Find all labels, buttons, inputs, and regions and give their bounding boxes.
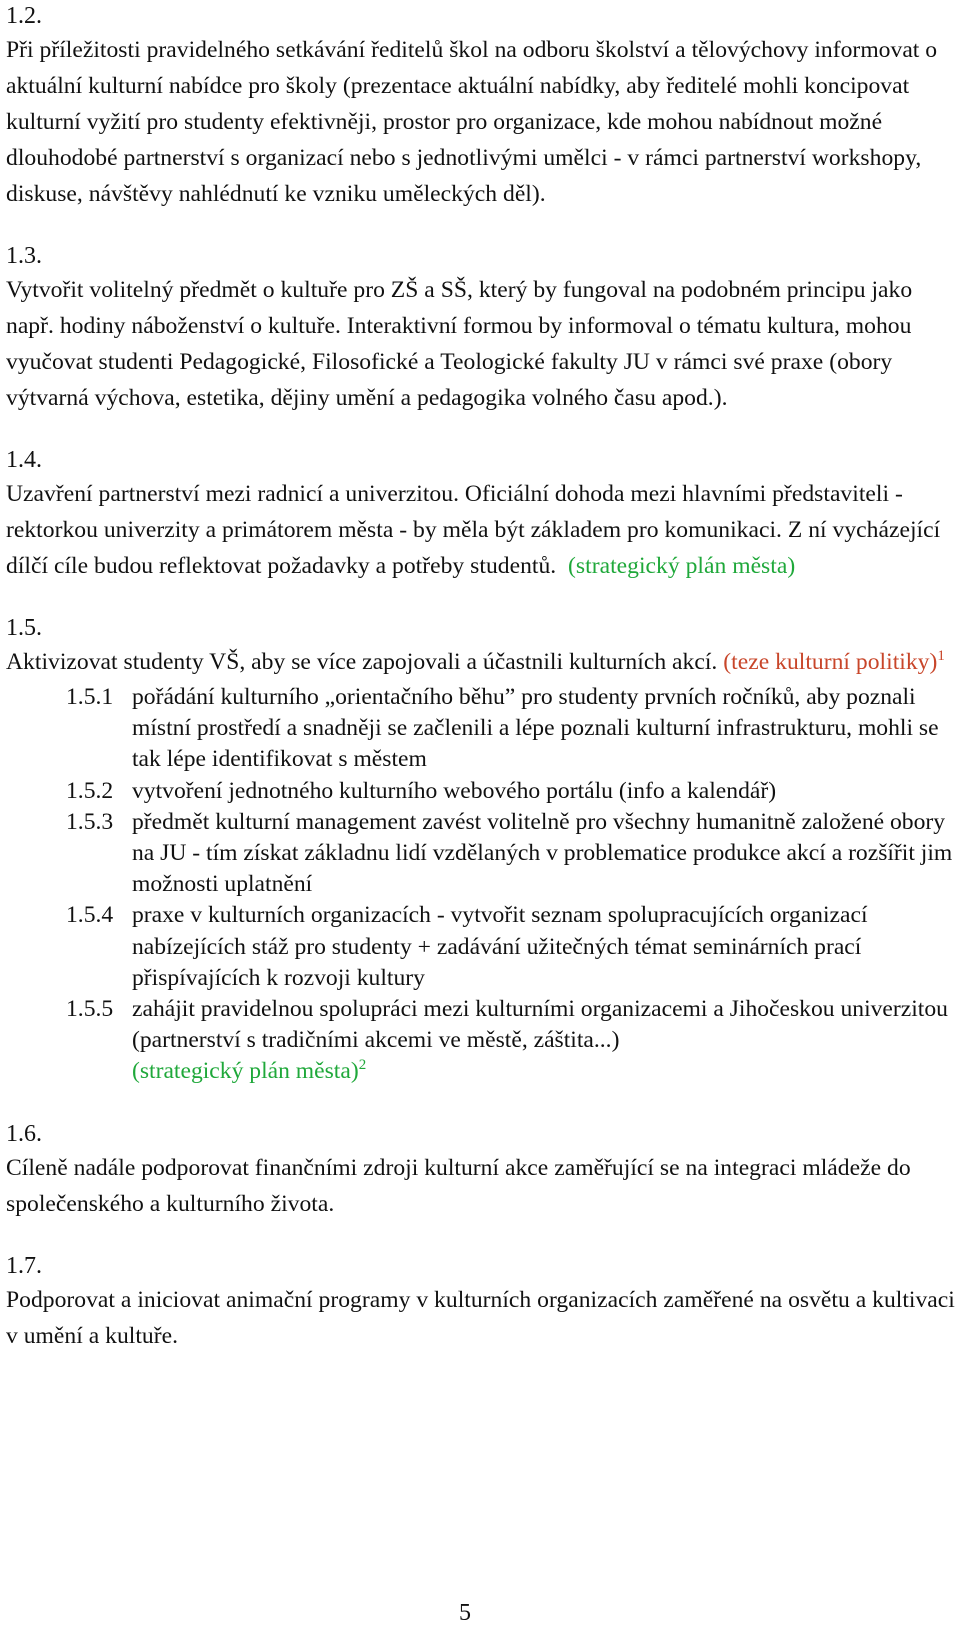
- culture-policy-reference: (teze kulturní politiky)$^1$: [723, 648, 945, 675]
- strategic-plan-reference: (strategický plán města)$^2$: [132, 1057, 367, 1085]
- section-1-3: [6, 240, 956, 416]
- section-text: Podporovat a iniciovat animační programy v kulturních organizacích zaměřené na osvětu a kultivaci v umění a kultuře.: [6, 1286, 955, 1349]
- page-number: 5: [459, 1600, 471, 1626]
- section-paragraph: [6, 644, 956, 680]
- section-number: 1.6.: [6, 1120, 42, 1147]
- section-number: 1.7.: [6, 1252, 42, 1279]
- subitem-1-5-3: [6, 807, 956, 901]
- subitem-list: [6, 682, 956, 1088]
- footnote-marker: 2: [358, 1057, 367, 1074]
- section-1-7: [6, 1250, 956, 1354]
- subitem-text: předmět kulturní management zavést volitelně pro všechny humanitně založené obory na JU - tím získat základnu lidí vzdělaných v problematice produkce akcí a rozšířit jim možnosti uplatnění: [132, 808, 953, 898]
- subitem-1-5-5: [6, 994, 956, 1088]
- subitem-1-5-2: [6, 776, 956, 807]
- footnote-marker: 1: [937, 648, 945, 664]
- document-page: [6, 0, 956, 1354]
- section-1-6: [6, 1118, 956, 1222]
- subitem-number: 1.5.1: [66, 684, 114, 710]
- section-number: 1.5.: [6, 615, 42, 641]
- subitem-1-5-1: [6, 682, 956, 776]
- subitem-number: 1.5.3: [66, 808, 114, 835]
- subitem-number: 1.5.4: [66, 902, 114, 929]
- subitem-number: 1.5.5: [66, 996, 114, 1023]
- section-text: Aktivizovat studenty VŠ, aby se více zapojovali a účastnili kulturních akcí.: [6, 649, 718, 675]
- subitem-1-5-4: [6, 900, 956, 994]
- section-number: 1.4.: [6, 447, 42, 473]
- section-1-4: [6, 444, 956, 584]
- section-text: Cíleně nadále podporovat finančními zdroji kulturní akce zaměřující se na integraci mládeže do společenského a kulturního života.: [6, 1154, 911, 1217]
- section-1-2: [6, 0, 956, 212]
- strategic-plan-reference: (strategický plán města): [568, 553, 796, 579]
- section-text: Při příležitosti pravidelného setkávání ředitelů škol na odboru školství a tělovýchovy informovat o aktuální kulturní nabídce pro školy (prezentace aktuální nabídky, aby ředitelé mohli koncipovat kulturní vyžití pro studenty efektivněji, prostor pro organizace, kde mohou nabídnout možné dlouhodobé partnerství s organizací nebo s jednotlivými umělci - v rámci partnerství workshopy, diskuse, návštěvy nahlédnutí ke vzniku uměleckých děl).: [6, 37, 938, 207]
- subitem-text: vytvoření jednotného kulturního webového portálu (info a kalendář): [132, 777, 777, 804]
- section-1-5: [6, 612, 956, 1088]
- section-paragraph: [6, 476, 956, 584]
- subitem-number: 1.5.2: [66, 777, 114, 804]
- subitem-text: pořádání kulturního „orientačního běhu” pro studenty prvních ročníků, aby poznali místní prostředí a snadněji se začlenili a lépe poznali kulturní infrastrukturu, mohli se tak lépe identifikovat s městem: [132, 684, 939, 773]
- section-text: Vytvořit volitelný předmět o kultuře pro ZŠ a SŠ, který by fungoval na podobném principu jako např. hodiny náboženství o kultuře. Interaktivní formou by informoval o tématu kultura, mohou vyučovat studenti Pedagogické, Filosofické a Teologické fakulty JU v rámci své praxe (obory výtvarná výchova, estetika, dějiny umění a pedagogika volného času apod.).: [6, 277, 913, 411]
- subitem-text: praxe v kulturních organizacích - vytvořit seznam spolupracujících organizací nabízejících stáž pro studenty + zadávání užitečných témat seminárních prací přispívajících k rozvoji kultury: [132, 902, 868, 991]
- section-number: 1.3.: [6, 243, 42, 269]
- section-text: Uzavření partnerství mezi radnicí a univerzitou. Oficiální dohoda mezi hlavními představiteli - rektorkou univerzity a primátorem města - by měla být základem pro komunikaci. Z ní vycházející dílčí cíle budou reflektovat požadavky a potřeby studentů.: [6, 481, 941, 579]
- section-number: 1.2.: [6, 3, 42, 29]
- subitem-text: zahájit pravidelnou spolupráci mezi kulturními organizacemi a Jihočeskou univerzitou (partnerství s tradičními akcemi ve městě, záštita...): [132, 996, 948, 1054]
